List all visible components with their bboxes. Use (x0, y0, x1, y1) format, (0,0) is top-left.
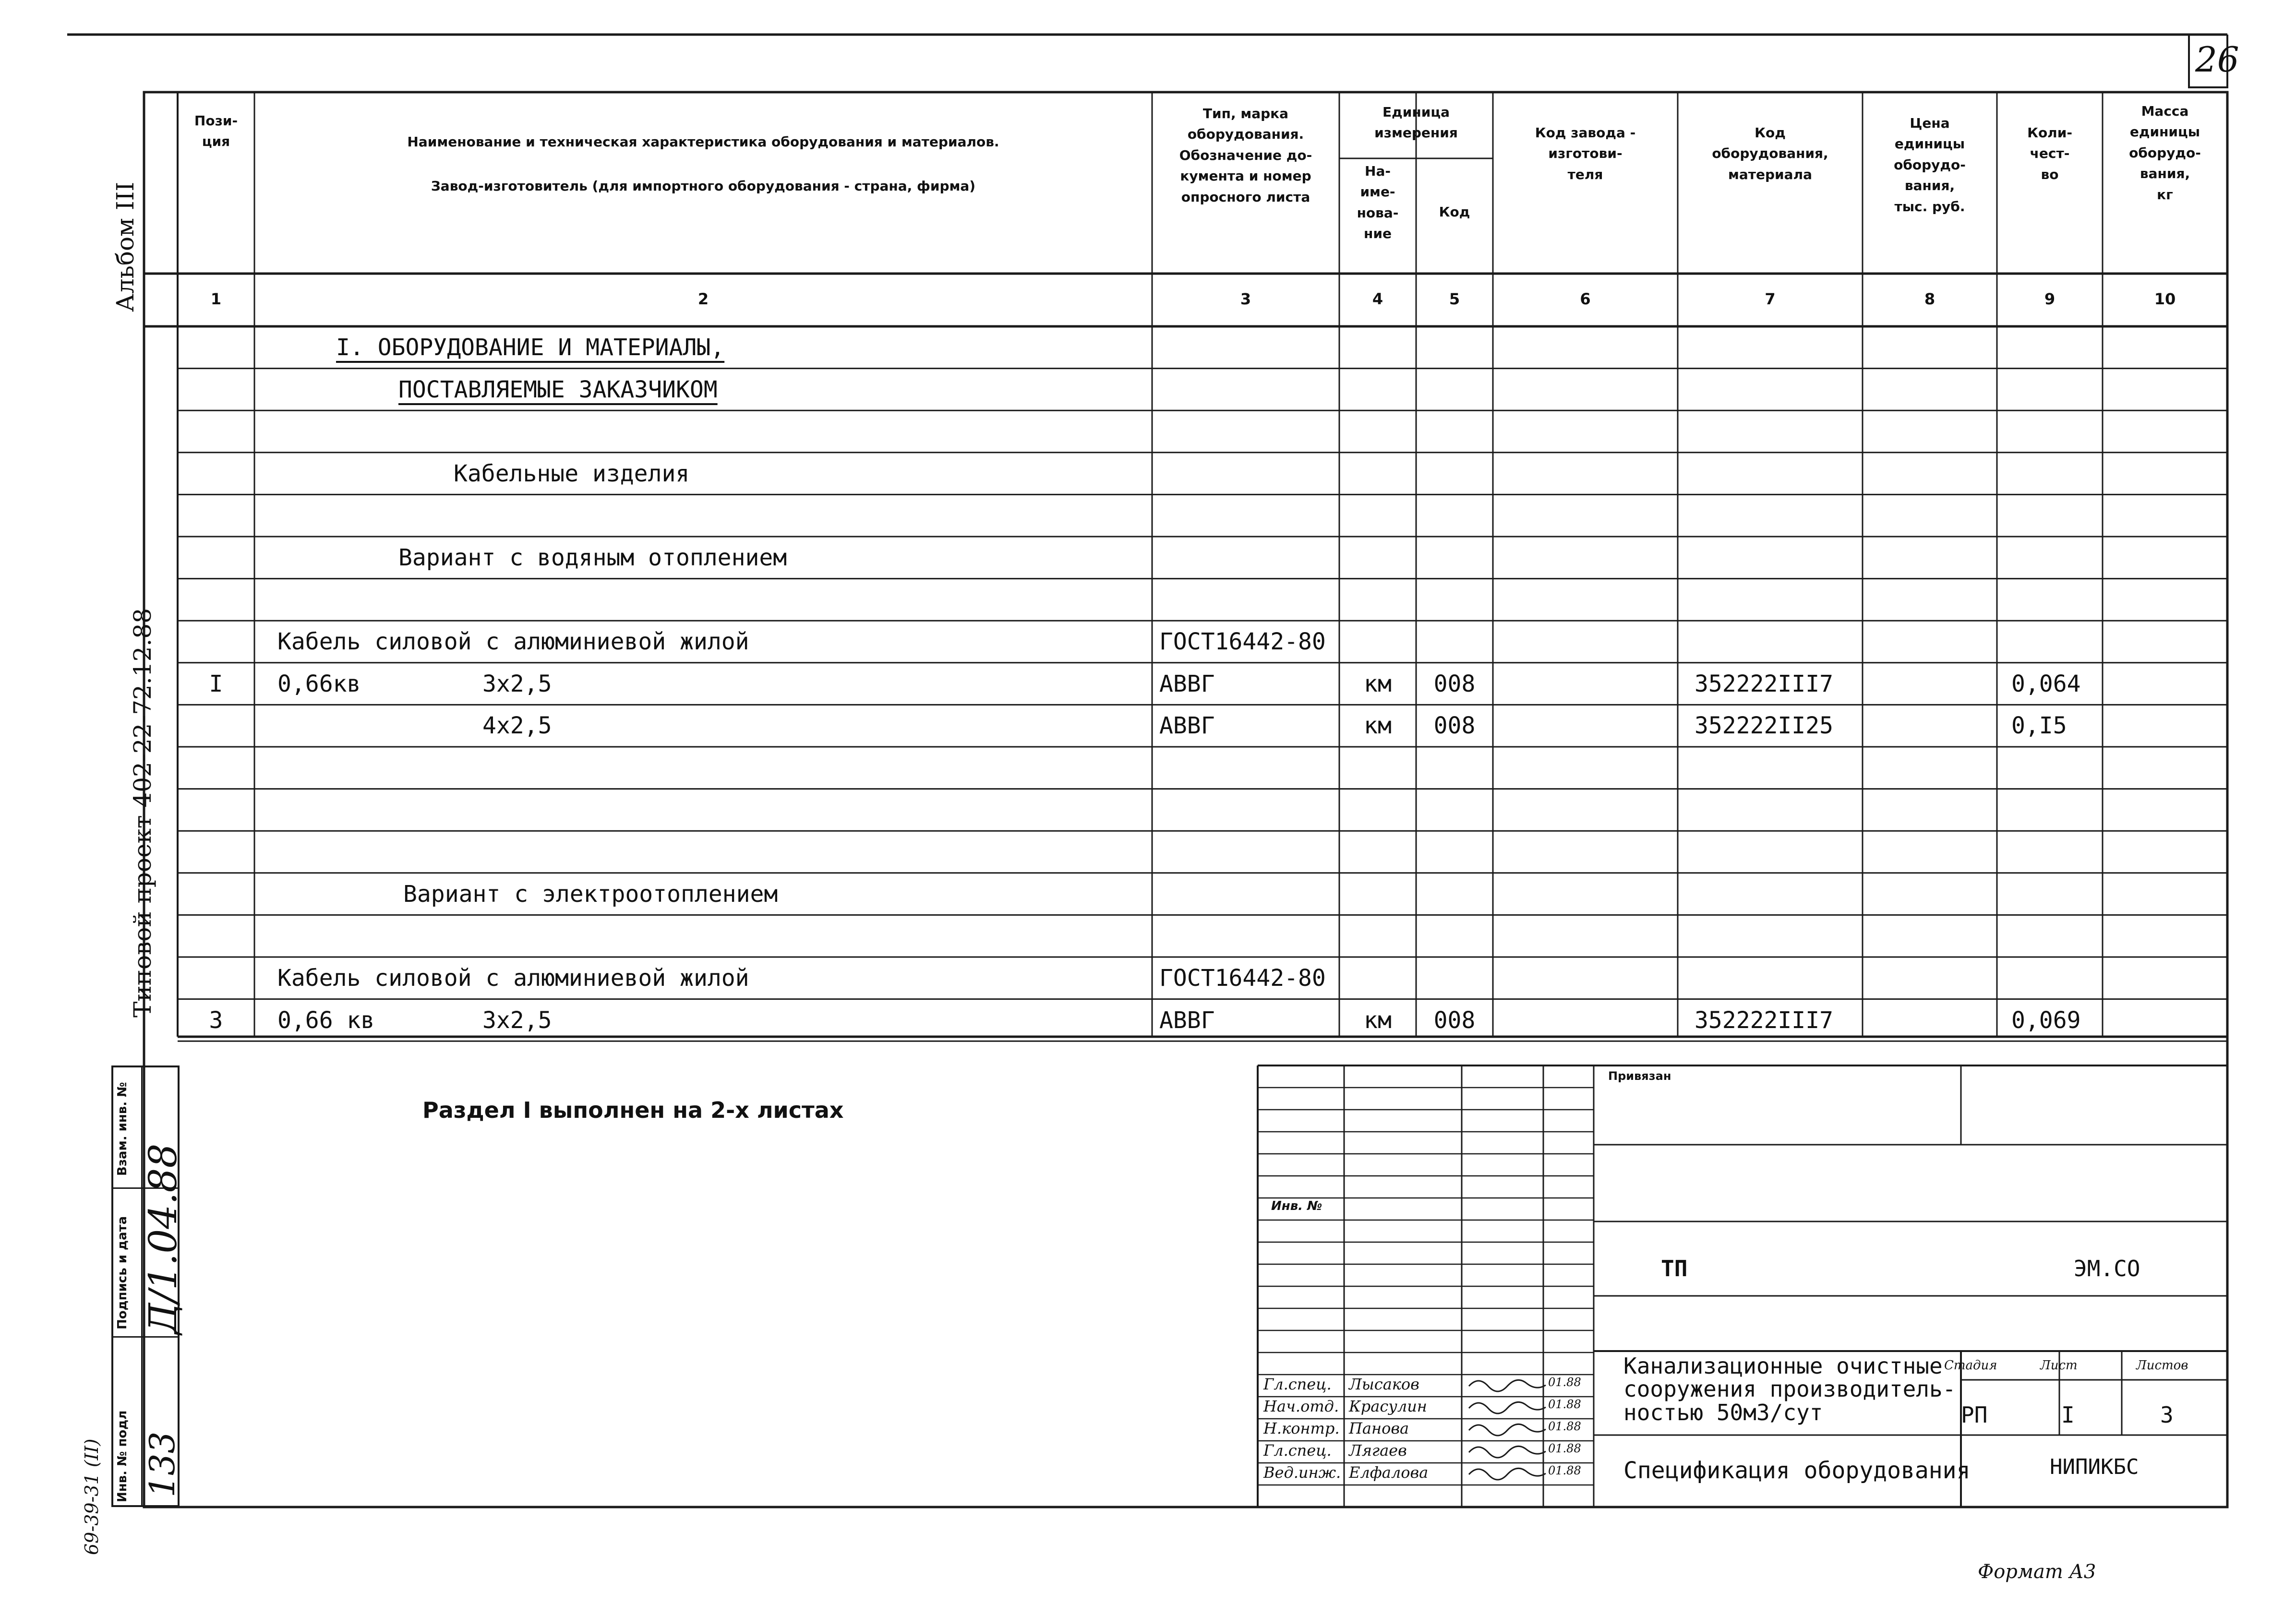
stamp-code: 69-39-31 (II) (81, 1438, 102, 1555)
name-cell: Кабельные изделия (454, 460, 690, 487)
doc-title: Спецификация оборудования (1623, 1457, 1971, 1484)
signature-mark (1469, 1468, 1546, 1480)
unit-cell: км (1364, 1006, 1392, 1034)
name-cell: 0,66кв (277, 670, 361, 697)
header-cell: Единица измерения (1374, 104, 1458, 141)
name-cell: 0,66 кв (277, 1006, 375, 1034)
signature-mark (1469, 1402, 1546, 1413)
column-number: 8 (1924, 290, 1935, 308)
equipment-code-cell: 352222II25 (1695, 712, 1833, 740)
sheet-label: Лист (2040, 1358, 2078, 1373)
position-cell: I (209, 670, 223, 697)
unit-cell: км (1364, 712, 1392, 740)
code-cell: 008 (1433, 1006, 1476, 1034)
column-number: 4 (1372, 290, 1383, 308)
name-cell: Вариант с водяным отоплением (398, 544, 787, 571)
header-cell: Коли- чест- во (2027, 125, 2072, 182)
project-title: Канализационные очистные сооружения производитель- ностью 50м3/сут (1623, 1353, 1956, 1425)
inv-label: Инв. № (1271, 1199, 1322, 1213)
header-cell: Код оборудования, материала (1712, 125, 1828, 182)
role-date: 01.88 (1548, 1442, 1581, 1455)
header-cell: Код завода - изготови- теля (1535, 125, 1636, 182)
inv-no-label: Инв. № подл (115, 1410, 130, 1502)
column-number: 2 (697, 290, 709, 308)
organization: НИПИКБС (2050, 1455, 2139, 1479)
name-cell: I. ОБОРУДОВАНИЕ И МАТЕРИАЛЫ, (336, 334, 725, 361)
quantity-cell: 0,I5 (2011, 712, 2067, 740)
sheets-label: Листов (2136, 1358, 2188, 1373)
doc-cell: ГОСТ16442-80 (1159, 628, 1326, 656)
name-cell: Кабель силовой с алюминиевой жилой (277, 628, 749, 656)
signature-mark (1469, 1446, 1546, 1458)
role-date: 01.88 (1548, 1420, 1581, 1433)
replace-inv-label: Взам. инв. № (115, 1082, 130, 1176)
header-cell: Цена единицы оборудо- вания, тыс. руб. (1894, 115, 1966, 215)
column-number: 7 (1765, 290, 1776, 308)
position-cell: 3 (209, 1006, 223, 1034)
privyazan-label: Привязан (1608, 1069, 1671, 1083)
column-number: 3 (1240, 290, 1251, 308)
header-cell: Наименование и техническая характеристика оборудования и материалов. Завод-изготовитель (для импортного оборудования - страна, фирма) (407, 134, 999, 194)
role-name: Лягаев (1349, 1441, 1407, 1460)
stage-value: РП (1961, 1402, 1988, 1428)
header-cell: Код (1439, 204, 1470, 220)
role-name: Лысаков (1349, 1375, 1419, 1393)
code-right: ЭМ.СО (2074, 1256, 2140, 1281)
header-cell: Масса единицы оборудо- вания, кг (2129, 103, 2201, 203)
quantity-cell: 0,064 (2011, 670, 2081, 697)
role-date: 01.88 (1548, 1376, 1581, 1389)
sheets-value: 3 (2160, 1402, 2174, 1428)
code-left: ТП (1661, 1256, 1688, 1281)
role-label: Гл.спец. (1263, 1441, 1332, 1460)
section-note: Раздел I выполнен на 2-х листах (422, 1097, 844, 1123)
doc-cell: ГОСТ16442-80 (1159, 965, 1326, 992)
size-cell: 3х2,5 (482, 1006, 552, 1034)
doc-cell: АВВГ (1159, 1006, 1215, 1034)
role-label: Н.контр. (1263, 1419, 1340, 1437)
role-name: Панова (1349, 1419, 1409, 1437)
size-cell: 3х2,5 (482, 670, 552, 697)
role-label: Нач.отд. (1263, 1397, 1339, 1415)
size-cell: 4х2,5 (482, 712, 552, 740)
header-cell: Тип, марка оборудования. Обозначение до- кумента и номер опросного листа (1179, 106, 1312, 205)
role-label: Гл.спец. (1263, 1375, 1332, 1393)
equipment-code-cell: 352222III7 (1695, 670, 1833, 697)
header-cell: На- име- нова- ние (1357, 163, 1399, 242)
quantity-cell: 0,069 (2011, 1006, 2081, 1034)
name-cell: Вариант с электроотоплением (403, 880, 778, 908)
header-cell: Пози- ция (194, 113, 238, 150)
doc-cell: АВВГ (1159, 712, 1215, 740)
inv-no-value: 133 (142, 1431, 182, 1497)
signature-mark (1469, 1424, 1546, 1436)
role-label: Вед.инж. (1263, 1463, 1341, 1482)
role-name: Красулин (1349, 1397, 1427, 1415)
page-number: 26 (2195, 39, 2239, 80)
name-cell: ПОСТАВЛЯЕМЫЕ ЗАКАЗЧИКОМ (398, 376, 718, 403)
signature-mark (1469, 1380, 1546, 1391)
doc-cell: АВВГ (1159, 670, 1215, 697)
column-number: 5 (1449, 290, 1460, 308)
column-number: 10 (2154, 290, 2176, 308)
unit-cell: км (1364, 670, 1392, 697)
album-label: Альбом III (111, 181, 139, 312)
column-number: 9 (2044, 290, 2056, 308)
code-cell: 008 (1433, 670, 1476, 697)
column-number: 6 (1580, 290, 1591, 308)
role-date: 01.88 (1548, 1464, 1581, 1477)
column-number: 1 (210, 290, 222, 308)
role-name: Елфалова (1349, 1463, 1429, 1482)
project-label: Типовой проект 402-22-72.12.88 (129, 608, 156, 1017)
format-label: Формат А3 (1978, 1561, 2096, 1583)
sign-date-value: Д/1.04.88 (141, 1143, 185, 1334)
stage-label: Стадия (1944, 1358, 1997, 1373)
sign-date-label: Подпись и дата (115, 1216, 130, 1329)
code-cell: 008 (1433, 712, 1476, 740)
sheet-value: I (2061, 1402, 2075, 1428)
name-cell: Кабель силовой с алюминиевой жилой (277, 965, 749, 992)
role-date: 01.88 (1548, 1398, 1581, 1411)
equipment-code-cell: 352222III7 (1695, 1006, 1833, 1034)
